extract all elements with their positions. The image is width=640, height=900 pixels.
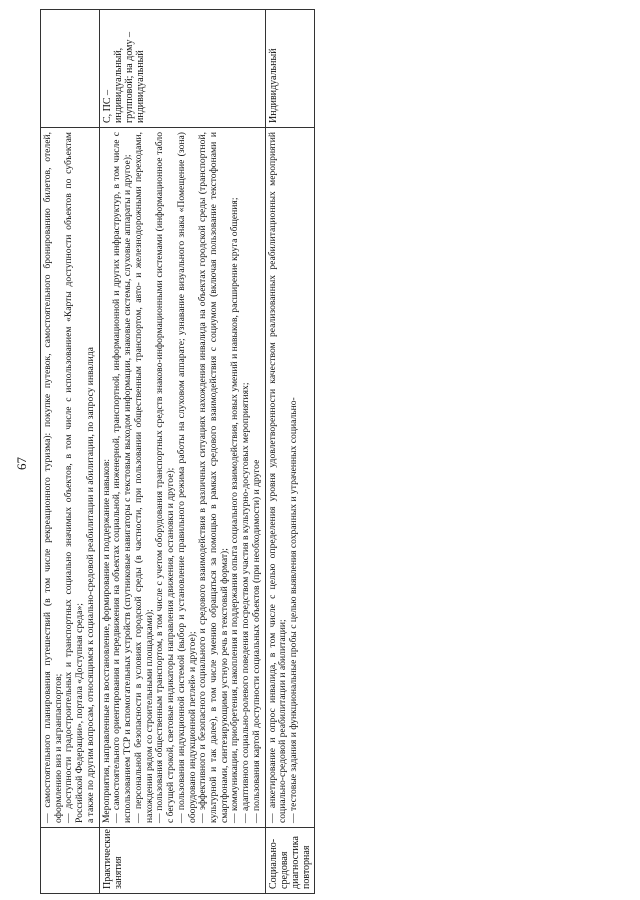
row-2-line-7: — коммуникации, приобретения, накопления и поддержания опыта социального взаимодействия, новых умений и навыков, расширение круга общения;: [229, 197, 241, 823]
rehabilitation-table: [40, 9, 315, 894]
row-2-type: Практические занятия: [99, 828, 265, 894]
row-2-line-8: — адаптивного социально-ролевого поведения посредством участия в культурно-досуговых мероприятиях;: [240, 382, 252, 823]
row-2-line-5: — пользования индукционной системой (выбор и установление правильного режима работы на слуховом аппарате; узнавание визуального знака «Помещение (зона) оборудовано индукционной петлей» и другое);: [175, 132, 198, 823]
row-3-type: Социально-средовая диагностика повторная: [265, 828, 315, 894]
row-3-content: [265, 128, 315, 828]
row-1-line-3: а также по другим вопросам, относящимся к социально-средовой реабилитации и абилитации, по запросу инвалида: [84, 347, 96, 823]
row-2-line-9: — пользования картой доступности социальных объектов (при необходимости) и другое: [250, 459, 262, 823]
table-row: [41, 10, 100, 894]
row-2-line-6: — эффективного и безопасного социального и средового взаимодействия в различных ситуациях нахождения инвалида на объектах городской среды (транспортной, культурной и так далее), в том числе умению обращаться за помощью в рамках средового взаимодействия с социумом (включая пользование текстофонами и смартфонами, синтезирующими устную речь в текстовый формат);: [197, 132, 230, 823]
row-1-content: [41, 128, 100, 828]
row-2-line-2: — самостоятельного ориентирования и передвижения на объектах социальной, инженерной, транспортной, информационной и других инфраструктур, в том числе с использованием ТСР и вспомогательных устройств (спутниковые навигаторы с текстовым выходом информации, знаковые системы, слуховые аппараты и другое);: [111, 132, 134, 823]
row-1-type: [41, 828, 100, 894]
row-2-content: [99, 128, 265, 828]
row-2-line-1: Мероприятия, направленные на восстановление, формирование и поддержание навыков:: [100, 458, 112, 823]
row-3-line-2: — тестовые задания и функциональные пробы с целью выявления сохранных и утраченных социально-: [288, 397, 300, 823]
row-3-form: Индивидуальный: [265, 10, 315, 128]
row-1-form: [41, 10, 100, 128]
row-1-line-2: — доступности градостроительных и транспортных социально значимых объектов, в том числе с использованием «Карты доступности объектов по субъектам Российской Федерации», портала «Доступная среда»;: [63, 132, 86, 823]
row-3-line-1: — анкетирование и опрос инвалида, в том числе с целью определения уровня удовлетворенности качеством реализованных реабилитационных мероприятий социально-средовой реабилитации и абилитации;: [266, 132, 289, 823]
row-2-line-3: — персональной безопасности в условиях городской среды (в частности, при пользовании общественным транспортом, авто- и железнодорожными переходами, нахождении рядом со строительными площадками);: [132, 132, 155, 823]
table-row: [99, 10, 265, 894]
row-1-line-1: — самостоятельного планирования путешествий (в том числе рекреационного туризма): покупке путевок, самостоятельного бронированию билетов, отелей, оформлению виз и загранпаспортов;: [42, 132, 64, 823]
row-2-line-4: — пользования общественным транспортом, в том числе с учетом оборудования транспортных средств знаково-информационными системами (информационное табло с бегущей строкой, световые индикаторы направления движения, остановки и другое);: [154, 132, 177, 823]
row-2-form: С, ПС – индивидуальный, групповой; на дому – индивидуальный: [99, 10, 265, 128]
page-number: 67: [14, 457, 29, 470]
table-row: [265, 10, 315, 894]
